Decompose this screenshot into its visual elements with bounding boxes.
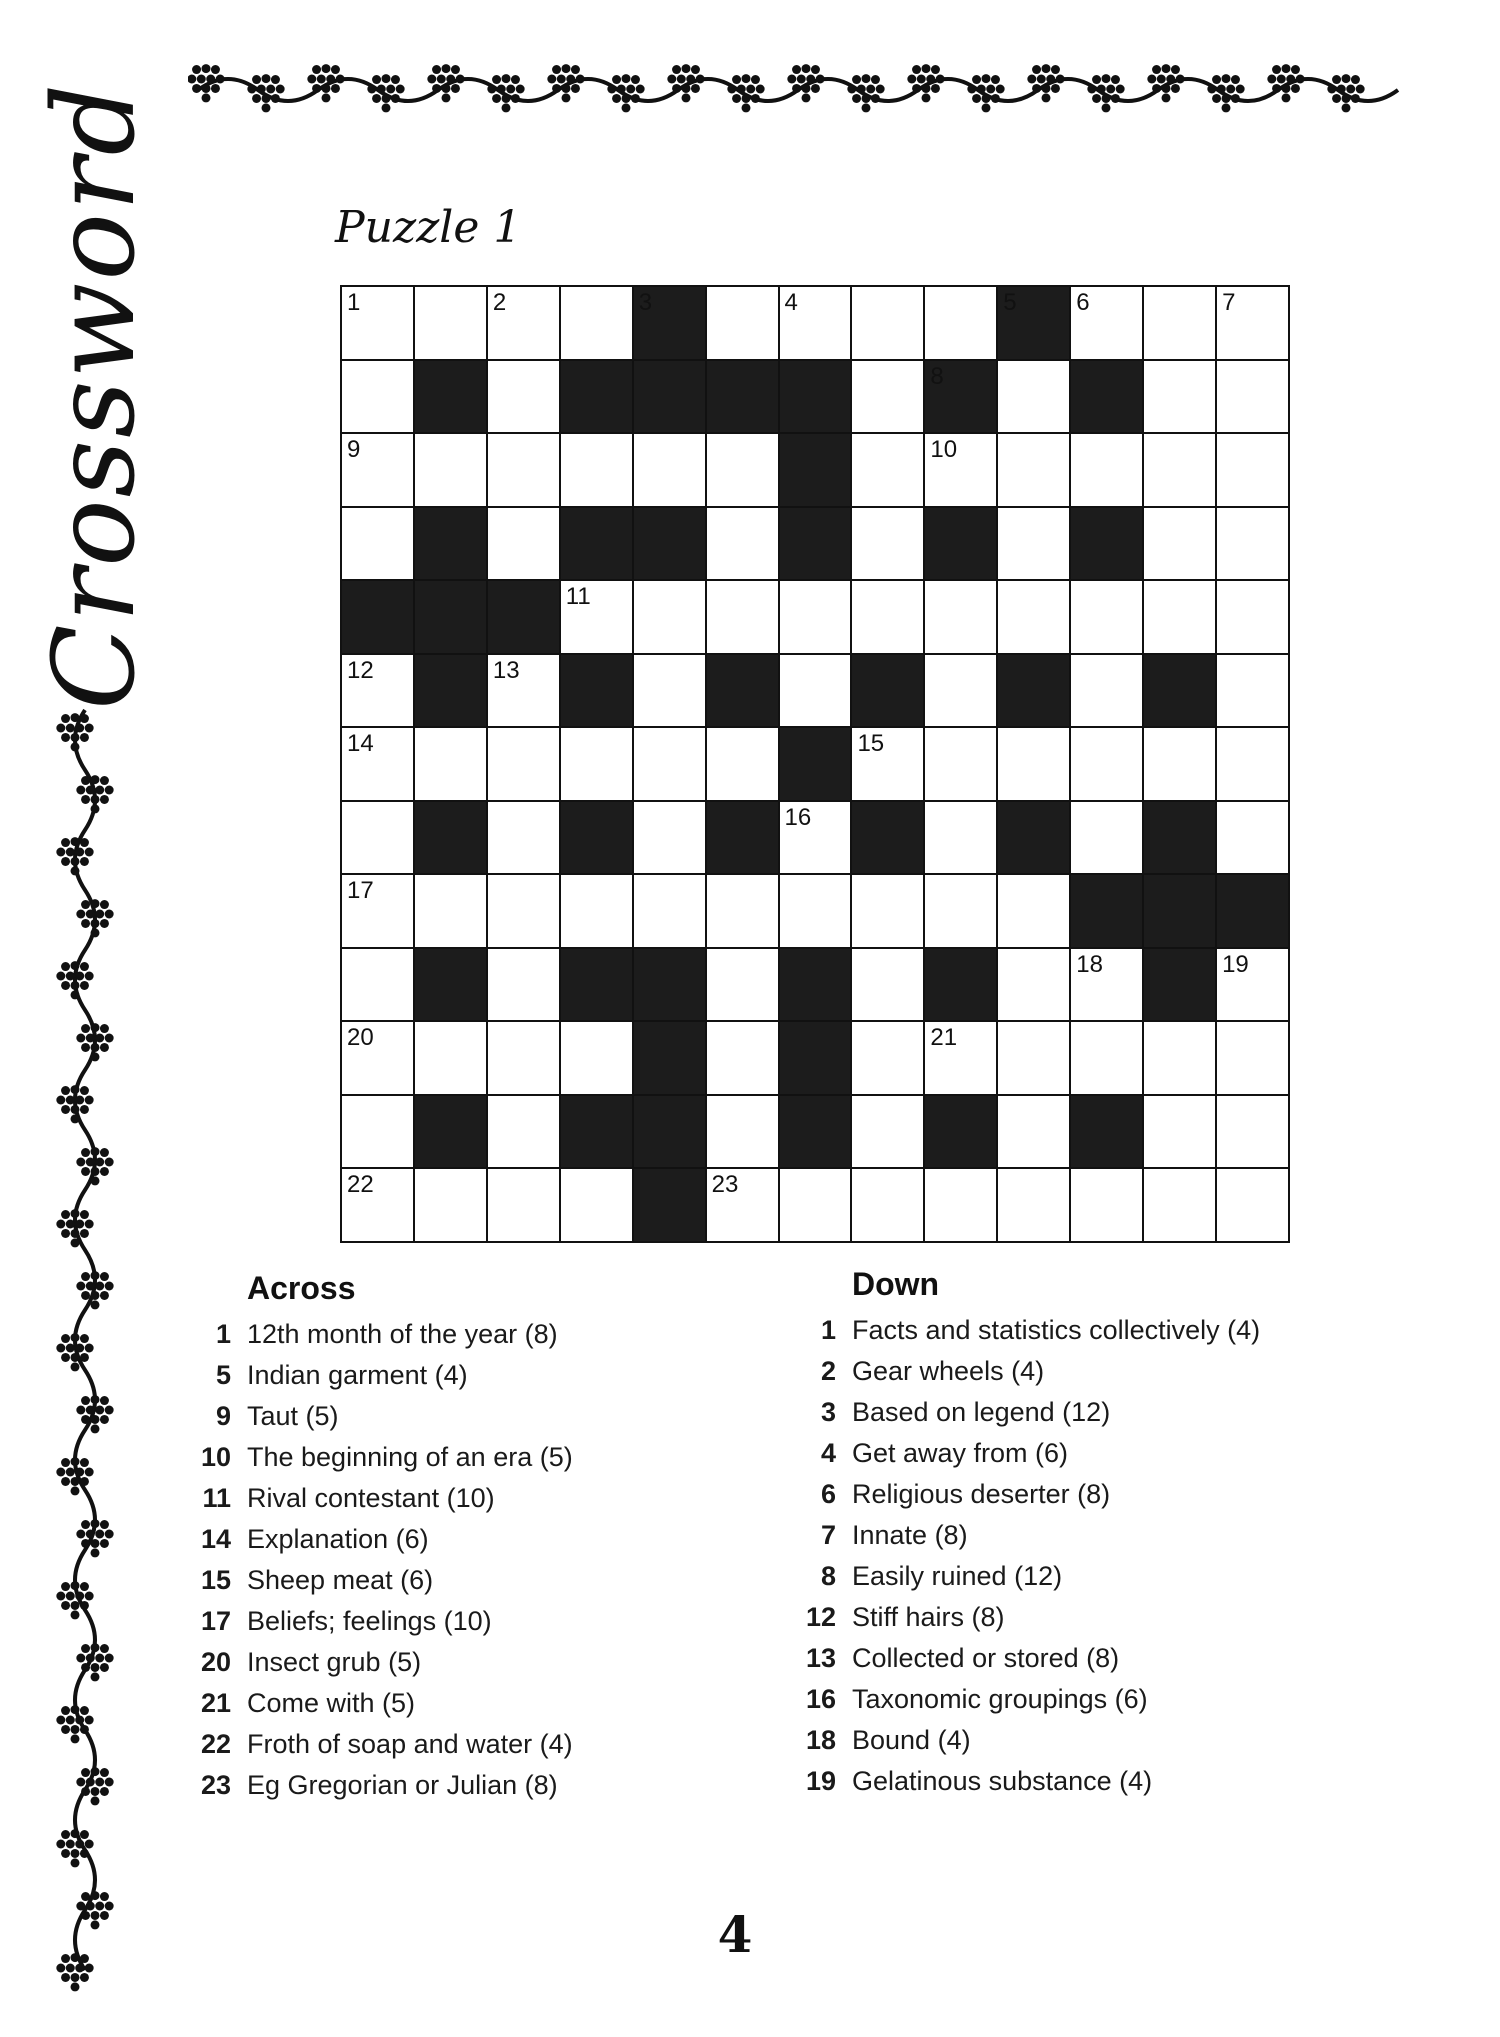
grid-cell-black (634, 287, 705, 359)
grid-cell[interactable] (925, 581, 996, 653)
clue-number: 16 (784, 803, 812, 831)
clue-number: 2 (492, 289, 507, 316)
grid-cell[interactable] (780, 581, 851, 653)
grid-cell[interactable] (342, 1169, 413, 1241)
grid-cell[interactable] (852, 1169, 923, 1241)
clue-num: 18 (805, 1725, 836, 1755)
down-clue (790, 1397, 1350, 1438)
grid-cell[interactable] (707, 728, 778, 800)
grid-cell[interactable] (634, 802, 705, 874)
grid-cell-black (488, 581, 559, 653)
grid-cell-black (561, 655, 632, 727)
grid-cell[interactable] (415, 1169, 486, 1241)
grid-cell[interactable] (1217, 949, 1288, 1021)
grid-cell[interactable] (998, 1169, 1069, 1241)
grid-cell[interactable] (1071, 581, 1142, 653)
grid-cell[interactable] (415, 287, 486, 359)
clue-num: 19 (805, 1766, 836, 1796)
grid-cell-black (1144, 802, 1215, 874)
clue-text: Based on legend (12) (852, 1397, 1111, 1427)
clue-num: 4 (820, 1438, 836, 1468)
grid-cell-black (561, 949, 632, 1021)
grid-cell-black (415, 361, 486, 433)
clue-text: Gear wheels (4) (852, 1356, 1045, 1386)
grid-cell[interactable] (998, 949, 1069, 1021)
grid-cell[interactable] (342, 434, 413, 506)
clue-number: 21 (930, 1024, 958, 1052)
grid-cell[interactable] (1217, 434, 1288, 506)
grid-cell[interactable] (780, 287, 851, 359)
grape-cluster-icon (56, 1953, 93, 1991)
grid-cell[interactable] (1071, 1169, 1142, 1241)
grid-cell[interactable] (488, 361, 559, 433)
clue-number: 5 (1003, 289, 1017, 316)
across-clue (185, 1565, 685, 1606)
clue-num: 8 (820, 1561, 836, 1591)
grid-cell[interactable] (852, 1096, 923, 1168)
grid-cell[interactable] (925, 1022, 996, 1094)
puzzle-title: Puzzle 1 (335, 202, 522, 253)
decorative-vine-border-side (40, 700, 130, 2000)
clue-text: Easily ruined (12) (852, 1561, 1063, 1591)
across-clue (185, 1770, 685, 1811)
grid-cell[interactable] (1144, 728, 1215, 800)
clue-num: 7 (820, 1520, 836, 1550)
grape-cluster-icon (76, 1395, 113, 1433)
grid-cell[interactable] (342, 508, 413, 580)
grid-cell[interactable] (852, 875, 923, 947)
grid-cell-black (561, 802, 632, 874)
grid-cell-black (1144, 875, 1215, 947)
down-clue (790, 1684, 1350, 1725)
clue-text: Collected or stored (8) (852, 1643, 1120, 1673)
clue-num: 13 (805, 1643, 836, 1673)
grid-cell[interactable] (1217, 802, 1288, 874)
grid-cell[interactable] (1144, 1169, 1215, 1241)
clue-text: Explanation (6) (247, 1524, 429, 1554)
grid-cell[interactable] (488, 1169, 559, 1241)
grid-cell-black (1144, 949, 1215, 1021)
across-clue (185, 1729, 685, 1770)
grid-cell[interactable] (488, 949, 559, 1021)
grid-cell[interactable] (415, 728, 486, 800)
grid-cell-black (415, 581, 486, 653)
grid-cell[interactable] (342, 361, 413, 433)
clue-num: 9 (215, 1401, 231, 1431)
clue-text: Froth of soap and water (4) (247, 1729, 573, 1759)
clue-text: Taut (5) (247, 1401, 339, 1431)
grid-cell-black (1144, 655, 1215, 727)
grid-cell[interactable] (1071, 434, 1142, 506)
grid-cell[interactable] (488, 434, 559, 506)
grid-cell[interactable] (707, 287, 778, 359)
down-clue (790, 1315, 1350, 1356)
down-clues (790, 1266, 1350, 1807)
grid-cell[interactable] (561, 1169, 632, 1241)
grid-cell[interactable] (488, 728, 559, 800)
clue-num: 20 (200, 1647, 231, 1677)
grid-cell[interactable] (925, 875, 996, 947)
down-clue (790, 1561, 1350, 1602)
grid-cell[interactable] (707, 434, 778, 506)
grid-cell[interactable] (852, 949, 923, 1021)
clue-num: 1 (215, 1319, 231, 1349)
grid-cell[interactable] (707, 875, 778, 947)
grid-cell[interactable] (707, 1022, 778, 1094)
grid-cell[interactable] (342, 1096, 413, 1168)
grid-cell[interactable] (488, 1096, 559, 1168)
grid-cell-black (634, 361, 705, 433)
grid-cell-black (415, 655, 486, 727)
across-clue (185, 1483, 685, 1524)
grid-cell-black (780, 949, 851, 1021)
grid-cell[interactable] (998, 361, 1069, 433)
across-clue (185, 1360, 685, 1401)
grid-cell[interactable] (415, 434, 486, 506)
grid-cell[interactable] (998, 728, 1069, 800)
grid-cell[interactable] (925, 802, 996, 874)
grid-cell-black (561, 508, 632, 580)
grid-cell[interactable] (342, 1022, 413, 1094)
clue-number: 23 (711, 1171, 739, 1199)
grid-cell[interactable] (852, 581, 923, 653)
grid-cell[interactable] (925, 434, 996, 506)
grid-cell[interactable] (1217, 1022, 1288, 1094)
clue-text: Stiff hairs (8) (852, 1602, 1005, 1632)
grid-cell-black (415, 1096, 486, 1168)
clue-num: 3 (820, 1397, 836, 1427)
grid-cell[interactable] (1144, 287, 1215, 359)
clue-number: 6 (1076, 289, 1090, 316)
clue-text: Come with (5) (247, 1688, 416, 1718)
grid-cell[interactable] (1144, 581, 1215, 653)
grape-cluster-icon (76, 1767, 113, 1805)
grid-cell-black (707, 802, 778, 874)
grid-cell[interactable] (415, 875, 486, 947)
across-clue (185, 1442, 685, 1483)
grid-cell-black (1071, 875, 1142, 947)
grid-cell[interactable] (488, 287, 559, 359)
grid-cell[interactable] (342, 875, 413, 947)
grid-cell[interactable] (1071, 655, 1142, 727)
down-clue (790, 1356, 1350, 1397)
grid-cell-black (707, 655, 778, 727)
clue-number: 8 (930, 362, 944, 390)
clue-number: 15 (857, 730, 885, 758)
grid-cell[interactable] (634, 875, 705, 947)
grid-cell[interactable] (925, 655, 996, 727)
across-clue (185, 1688, 685, 1729)
grid-cell-black (634, 508, 705, 580)
grid-cell[interactable] (488, 655, 559, 727)
grid-cell[interactable] (1217, 581, 1288, 653)
grid-cell[interactable] (780, 875, 851, 947)
grid-cell-black (1217, 875, 1288, 947)
grid-cell[interactable] (998, 1096, 1069, 1168)
grid-cell[interactable] (707, 1096, 778, 1168)
clue-number: 19 (1222, 950, 1249, 978)
clue-num: 23 (200, 1770, 231, 1800)
grid-cell-black (925, 508, 996, 580)
grid-cell[interactable] (561, 728, 632, 800)
clue-num: 16 (805, 1684, 836, 1714)
clue-text: The beginning of an era (5) (247, 1442, 573, 1472)
grid-cell[interactable] (561, 875, 632, 947)
grid-cell[interactable] (707, 508, 778, 580)
page-number: 4 (717, 1905, 753, 1964)
across-clue (185, 1647, 685, 1688)
down-heading: Down (852, 1266, 940, 1302)
clue-text: Sheep meat (6) (247, 1565, 434, 1595)
grid-cell-black (342, 581, 413, 653)
grid-cell-black (1071, 1096, 1142, 1168)
grid-cell-black (780, 361, 851, 433)
clue-number: 9 (347, 436, 361, 464)
grid-cell[interactable] (342, 655, 413, 727)
grid-cell[interactable] (415, 1022, 486, 1094)
grape-cluster-icon (56, 1457, 93, 1495)
clue-text: Facts and statistics collectively (4) (852, 1315, 1261, 1345)
grid-cell[interactable] (1217, 361, 1288, 433)
grape-cluster-icon (56, 1829, 93, 1867)
clue-number: 18 (1076, 950, 1103, 978)
grid-cell-black (925, 361, 996, 433)
clue-number: 12 (347, 656, 374, 684)
grid-cell-black (634, 1022, 705, 1094)
grid-cell-black (925, 1096, 996, 1168)
grid-cell[interactable] (561, 581, 632, 653)
grid-cell[interactable] (1217, 1096, 1288, 1168)
clue-text: Bound (4) (852, 1725, 971, 1755)
grid-cell-black (561, 361, 632, 433)
grid-cell[interactable] (707, 581, 778, 653)
grid-cell[interactable] (488, 508, 559, 580)
grid-cell[interactable] (1144, 1022, 1215, 1094)
grid-cell-black (1071, 361, 1142, 433)
grid-cell[interactable] (998, 875, 1069, 947)
crossword-grid (340, 285, 1290, 1243)
grid-cell[interactable] (634, 728, 705, 800)
grid-cell[interactable] (707, 1169, 778, 1241)
grid-cell[interactable] (1071, 802, 1142, 874)
clue-text: Beliefs; feelings (10) (247, 1606, 492, 1636)
clue-text: Taxonomic groupings (6) (852, 1684, 1148, 1714)
grid-cell[interactable] (780, 655, 851, 727)
grid-cell[interactable] (852, 434, 923, 506)
clue-number: 22 (347, 1171, 374, 1199)
clue-num: 15 (200, 1565, 231, 1595)
grid-cell[interactable] (561, 434, 632, 506)
clue-num: 21 (200, 1688, 231, 1718)
grid-cell[interactable] (998, 508, 1069, 580)
grid-cell[interactable] (852, 1022, 923, 1094)
grid-cell-black (998, 287, 1069, 359)
grid-cell[interactable] (561, 1022, 632, 1094)
grid-cell-black (707, 361, 778, 433)
grid-cell[interactable] (925, 287, 996, 359)
clue-num: 14 (200, 1524, 231, 1554)
grid-cell-black (852, 802, 923, 874)
clue-text: Insect grub (5) (247, 1647, 422, 1677)
grid-cell[interactable] (634, 581, 705, 653)
grid-cell[interactable] (1071, 1022, 1142, 1094)
clue-num: 1 (820, 1315, 836, 1345)
decorative-vine-border-top (188, 48, 1408, 128)
clue-text: Religious deserter (8) (852, 1479, 1111, 1509)
down-clue (790, 1602, 1350, 1643)
grid-cell[interactable] (1144, 434, 1215, 506)
grid-cell-black (998, 802, 1069, 874)
down-clue (790, 1766, 1350, 1807)
clue-text: Get away from (6) (852, 1438, 1069, 1468)
clue-number: 11 (565, 583, 591, 611)
clue-num: 5 (215, 1360, 231, 1390)
clue-number: 4 (784, 289, 798, 316)
clue-text: Indian garment (4) (247, 1360, 468, 1390)
grid-cell[interactable] (634, 434, 705, 506)
clue-number: 14 (347, 730, 374, 758)
clue-number: 17 (347, 877, 374, 905)
grid-cell[interactable] (852, 508, 923, 580)
grid-cell[interactable] (1217, 508, 1288, 580)
grid-cell[interactable] (1071, 728, 1142, 800)
clue-number: 7 (1222, 289, 1236, 316)
grid-cell-black (780, 1096, 851, 1168)
grid-cell[interactable] (1217, 728, 1288, 800)
grid-cell-black (780, 434, 851, 506)
grid-cell[interactable] (707, 949, 778, 1021)
grid-cell[interactable] (342, 728, 413, 800)
grid-cell[interactable] (1217, 1169, 1288, 1241)
grid-cell[interactable] (852, 728, 923, 800)
grid-cell-black (415, 802, 486, 874)
grid-cell[interactable] (488, 1022, 559, 1094)
grid-cell[interactable] (1071, 287, 1142, 359)
down-clue (790, 1725, 1350, 1766)
grid-cell-black (780, 728, 851, 800)
clue-text: Innate (8) (852, 1520, 968, 1550)
clue-number: 10 (930, 436, 958, 464)
across-clue (185, 1401, 685, 1442)
clue-num: 12 (805, 1602, 836, 1632)
grid-cell[interactable] (998, 434, 1069, 506)
grid-cell-black (780, 508, 851, 580)
grid-cell[interactable] (488, 875, 559, 947)
grid-cell[interactable] (488, 802, 559, 874)
grid-cell-black (561, 1096, 632, 1168)
grid-cell[interactable] (342, 949, 413, 1021)
clue-num: 11 (202, 1483, 231, 1513)
clue-number: 20 (347, 1024, 374, 1052)
grid-cell-black (925, 949, 996, 1021)
grid-cell[interactable] (1144, 1096, 1215, 1168)
clue-number: 3 (638, 289, 653, 316)
grid-cell[interactable] (852, 287, 923, 359)
grid-cell[interactable] (342, 802, 413, 874)
grid-cell[interactable] (925, 1169, 996, 1241)
grid-cell-black (634, 1169, 705, 1241)
down-clue (790, 1479, 1350, 1520)
grid-cell-black (634, 1096, 705, 1168)
across-heading: Across (247, 1270, 356, 1306)
grid-cell-black (634, 949, 705, 1021)
grid-cell[interactable] (1217, 655, 1288, 727)
grid-cell[interactable] (780, 1169, 851, 1241)
across-clue (185, 1606, 685, 1647)
grid-cell[interactable] (1071, 949, 1142, 1021)
clue-text: Eg Gregorian or Julian (8) (247, 1770, 558, 1800)
clue-number: 13 (492, 656, 520, 684)
grid-cell[interactable] (925, 728, 996, 800)
grid-cell[interactable] (634, 655, 705, 727)
down-clue-list (790, 1315, 1350, 1807)
grid-cell[interactable] (342, 287, 413, 359)
grid-cell[interactable] (1144, 508, 1215, 580)
grape-cluster-icon (76, 1891, 113, 1929)
down-clue (790, 1438, 1350, 1479)
grid-cell[interactable] (1217, 287, 1288, 359)
side-title: Crossword (30, 81, 160, 710)
grid-cell[interactable] (561, 287, 632, 359)
across-clue (185, 1524, 685, 1565)
clue-num: 17 (200, 1606, 231, 1636)
clue-num: 2 (820, 1356, 836, 1386)
down-clue (790, 1643, 1350, 1684)
grid-cell-black (852, 655, 923, 727)
grid-cell-black (998, 655, 1069, 727)
grid-cell-black (415, 949, 486, 1021)
grid-cell-black (415, 508, 486, 580)
grid-cell[interactable] (852, 361, 923, 433)
clue-num: 10 (200, 1442, 231, 1472)
grid-cell[interactable] (998, 581, 1069, 653)
clue-num: 22 (200, 1729, 231, 1759)
across-clues (185, 1270, 685, 1811)
across-clue-list (185, 1319, 685, 1811)
down-clue (790, 1520, 1350, 1561)
clue-text: 12th month of the year (8) (247, 1319, 558, 1349)
clue-text: Gelatinous substance (4) (852, 1766, 1153, 1796)
clue-num: 6 (820, 1479, 836, 1509)
clue-number: 1 (347, 289, 361, 316)
grid-cell[interactable] (1144, 361, 1215, 433)
grid-cell-black (1071, 508, 1142, 580)
grid-cell[interactable] (998, 1022, 1069, 1094)
grid-cell[interactable] (780, 802, 851, 874)
grid-cell-black (780, 1022, 851, 1094)
across-clue (185, 1319, 685, 1360)
clue-text: Rival contestant (10) (247, 1483, 495, 1513)
